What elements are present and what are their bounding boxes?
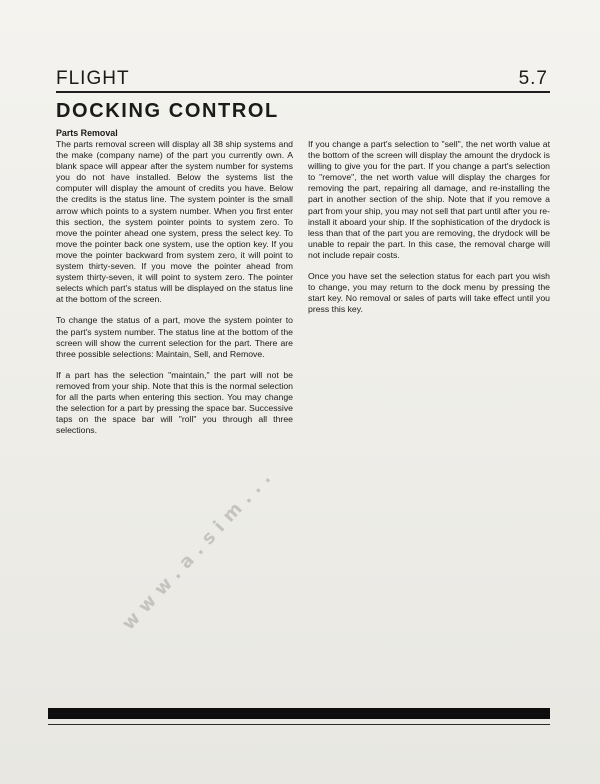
section-heading: Parts Removal <box>56 128 118 138</box>
footer-rule <box>48 724 550 725</box>
left-column <box>56 128 293 446</box>
footer-bar <box>48 708 550 719</box>
paragraph: To change the status of a part, move the system pointer to the part's system number. The status line at the bottom of the screen will show the current selection for the part. There are three possible selections: Maintain, Sell, and Remove. <box>56 315 293 359</box>
paragraph: The parts removal screen will display all 38 ship systems and the make (company name) of the part you currently own. A blank space will appear after the system number for systems you do not have installed. Below the systems list the computer will display the amount of credits you have. Below the credits is the status line. The system pointer is the small arrow which points to a system number. When you first enter this section, the system pointer points to system zero. To move the pointer ahead one system, press the select key. To move the pointer back one system, use the option key. If you move the pointer backward from system zero, it will point to system thirty-seven. If you move the pointer ahead from system thirty-seven, it will point to system zero. The pointer selects which part's status will be displayed on the status line at the bottom of the screen. <box>56 139 293 305</box>
header-rule <box>56 91 550 93</box>
right-column <box>308 139 550 325</box>
page-number: 5.7 <box>518 68 548 89</box>
section-label: FLIGHT <box>56 68 130 89</box>
page-title: DOCKING CONTROL <box>56 100 279 122</box>
paragraph: If you change a part's selection to "sell", the net worth value at the bottom of the screen will display the amount the drydock is willing to give you for the part. If you change a part's selection to "remove", the net worth value will display the charges for removing the part, repairing all damage, and re-installing the part in another section of the ship. Note that if you remove a part from your ship, you may not sell that part until after you re-install it aboard your ship. If the sophistication of the drydock is less than that of the part you are removing, the drydock will be unable to repair the part. In this case, the removal charge will not include repair costs. <box>308 139 550 260</box>
paragraph: If a part has the selection "maintain," the part will not be removed from your ship. Note that this is the normal selection for all the parts when entering this section. You may change the selection for a part by pressing the space bar. Successive taps on the space bar will "roll" you through all three selections. <box>56 369 293 436</box>
paragraph: Once you have set the selection status for each part you wish to change, you may return to the dock menu by pressing the start key. No removal or sales of parts will take effect until you press this key. <box>308 271 550 315</box>
watermark: www.a.sim... <box>118 462 280 635</box>
